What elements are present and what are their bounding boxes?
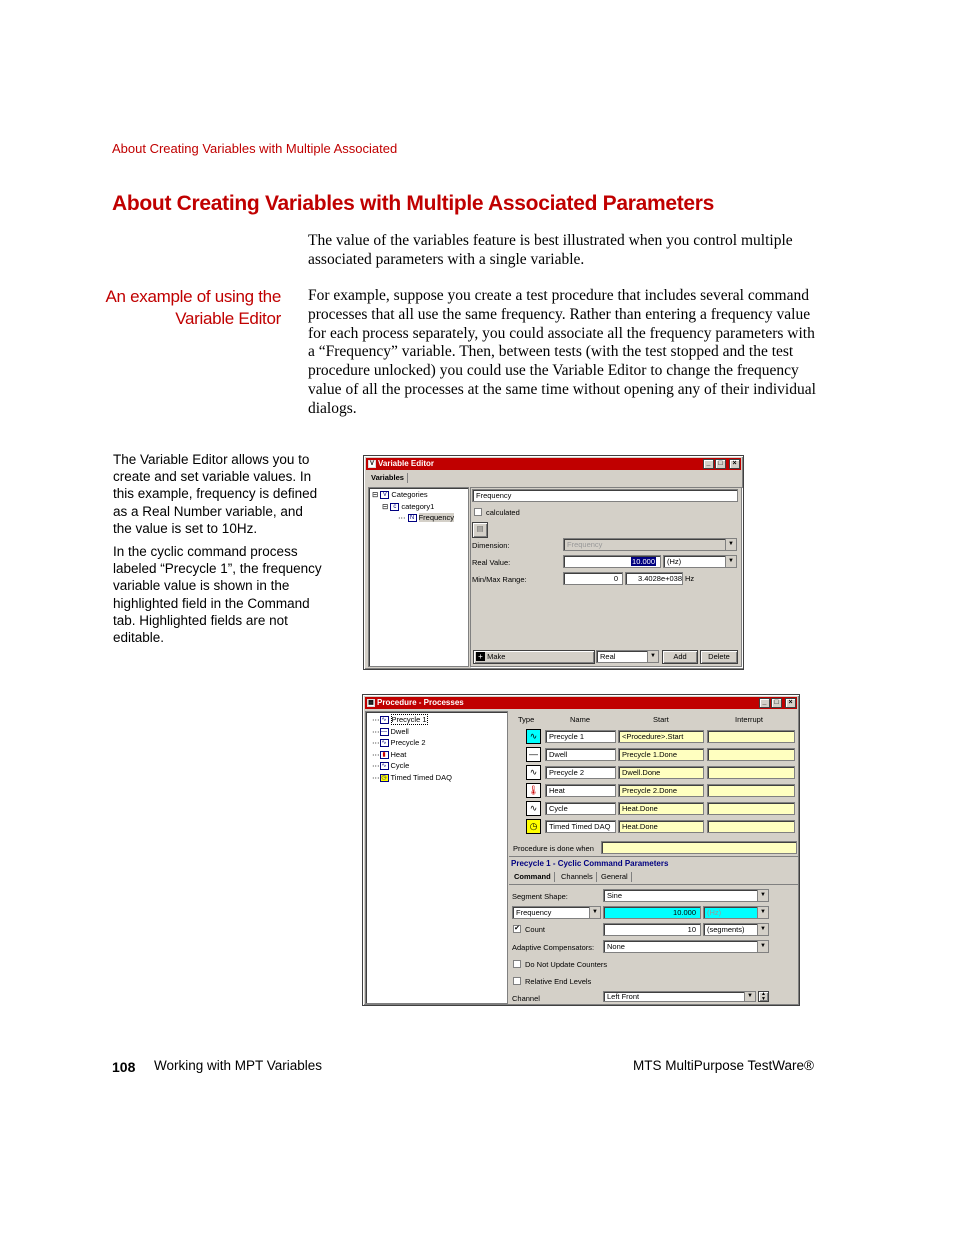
tab-general[interactable]: General	[601, 872, 632, 882]
calc-editor-button[interactable]: ▤	[472, 522, 488, 538]
procedure-done-field[interactable]	[601, 841, 797, 854]
adaptive-select[interactable]: None ▼	[603, 940, 769, 953]
sine-wave-icon: ∿	[526, 765, 541, 780]
process-start-field[interactable]: Precycle 2.Done	[618, 784, 704, 797]
variable-icon: N	[408, 514, 417, 522]
tree-item-frequency[interactable]: ⋯ N Frequency	[398, 513, 455, 522]
sine-wave-icon: ∿	[381, 717, 387, 724]
thermometer-icon: 🌡	[526, 783, 541, 798]
daq-icon: ◷	[381, 774, 387, 781]
real-value-input[interactable]: 10.000	[563, 555, 661, 568]
process-tree-pane[interactable]	[365, 711, 508, 1004]
tree-item-categories[interactable]: ⊟ V Categories	[372, 490, 428, 499]
process-interrupt-field[interactable]	[707, 820, 795, 833]
dimension-select: Frequency ▼	[563, 538, 737, 551]
add-button[interactable]: Add	[662, 650, 698, 664]
process-start-field[interactable]: Heat.Done	[618, 820, 704, 833]
sine-wave-icon: ∿	[526, 801, 541, 816]
side-heading: An example of using the Variable Editor	[105, 287, 281, 328]
process-interrupt-field[interactable]	[707, 730, 795, 743]
count-input[interactable]: 10	[603, 923, 701, 936]
count-unit-select[interactable]: (segments) ▼	[703, 923, 769, 936]
procedure-title: Procedure - Processes	[377, 698, 464, 707]
process-interrupt-field[interactable]	[707, 784, 795, 797]
process-name-field[interactable]: Dwell	[545, 748, 616, 761]
maximize-icon[interactable]: □	[715, 459, 726, 469]
variable-tree-pane[interactable]	[368, 487, 469, 667]
tree-item-timed-daq[interactable]: ⋯ ◷ Timed Timed DAQ	[372, 772, 452, 782]
procedure-titlebar	[365, 697, 797, 709]
chevron-down-icon: ▼	[647, 651, 658, 662]
intro-paragraph: The value of the variables feature is best illustrated when you control multiple associated parameters with a single variable.	[308, 232, 793, 268]
frequency-unit-select: (Hz) ▼	[703, 906, 769, 919]
dwell-icon: —	[381, 728, 387, 735]
variable-name-input[interactable]: Frequency	[472, 489, 738, 502]
process-start-field[interactable]: <Procedure>.Start	[618, 730, 704, 743]
minimize-icon[interactable]: _	[759, 698, 770, 708]
segment-shape-label: Segment Shape:	[512, 892, 568, 901]
caption-variable-editor: The Variable Editor allows you to create and set variable values. In this example, frequency is defined as a Real Number variable, and the value is set to 10Hz.	[113, 452, 318, 536]
variable-editor-window	[363, 455, 744, 670]
process-interrupt-field[interactable]	[707, 802, 795, 815]
process-start-field[interactable]: Dwell.Done	[618, 766, 704, 779]
tree-item-dwell[interactable]: ⋯ — Dwell	[372, 726, 409, 736]
categories-icon: V	[380, 491, 389, 499]
tree-item-cycle[interactable]: ⋯ ∿ Cycle	[372, 761, 410, 770]
adaptive-label: Adaptive Compensators:	[512, 943, 595, 952]
real-value-label: Real Value:	[472, 558, 511, 567]
tree-item-precycle-2[interactable]: ⋯ ∿ Precycle 2	[372, 738, 426, 747]
body-paragraph: For example, suppose you create a test procedure that includes several command processes that all use the same frequency. Rather than entering a frequency value for each process separately, you could associate all the frequency parameters with a “Frequency” variable. Then, between tests (with the test stopped and the test procedure unlocked) you could use the Variable Editor to change the frequency value of all the processes at the same time without opening any of their individual dialogs.	[308, 287, 816, 417]
chevron-down-icon: ▼	[757, 907, 768, 918]
chevron-down-icon: ▼	[757, 941, 768, 952]
column-header-start: Start	[653, 715, 669, 724]
process-name-field[interactable]: Heat	[545, 784, 616, 797]
caption-procedure: In the cyclic command process labeled “Precycle 1”, the frequency variable value is shown in the highlighted field in the Command tab. Highlighted fields are not editable.	[113, 544, 322, 646]
frequency-value-field: 10.000	[603, 906, 701, 919]
calculated-checkbox[interactable]	[474, 508, 482, 516]
no-update-label: Do Not Update Counters	[525, 960, 608, 969]
grid-icon: ▦	[368, 700, 374, 706]
variable-editor-title: Variable Editor	[378, 459, 435, 468]
calculated-label: calculated	[486, 508, 520, 517]
count-checkbox[interactable]: ✔	[514, 925, 520, 932]
sine-wave-icon: ∿	[381, 763, 387, 770]
page-number: 108	[112, 1059, 136, 1075]
procedure-window	[362, 694, 800, 1006]
tree-item-category1[interactable]: ⊟ c category1	[382, 501, 435, 511]
range-max-input[interactable]: 3.4028e+038	[625, 572, 683, 585]
chevron-down-icon: ▼	[725, 556, 736, 567]
channel-select[interactable]: Left Front ▼	[603, 991, 756, 1002]
type-select[interactable]: Real ▼	[596, 650, 659, 663]
chevron-down-icon: ▼	[757, 924, 768, 935]
window-icon: V	[369, 461, 374, 467]
sine-wave-icon: ∿	[526, 729, 541, 744]
relative-end-checkbox[interactable]	[513, 977, 521, 985]
process-name-field[interactable]: Cycle	[545, 802, 616, 815]
range-min-input[interactable]: 0	[563, 572, 623, 585]
running-head: About Creating Variables with Multiple Associated	[112, 141, 398, 156]
make-button[interactable]: + Make	[473, 650, 595, 664]
minimize-icon[interactable]: _	[703, 459, 714, 469]
footer-section: Working with MPT Variables	[154, 1058, 323, 1073]
footer-book-title: MTS MultiPurpose TestWare®	[633, 1058, 814, 1073]
column-header-interrupt: Interrupt	[735, 715, 763, 724]
process-name-field[interactable]: Timed Timed DAQ	[545, 820, 616, 833]
make-icon: +	[476, 652, 485, 661]
tree-item-precycle-1[interactable]: ⋯ ∿ Precycle 1	[372, 715, 427, 724]
section-heading: About Creating Variables with Multiple Associated Parameters	[112, 192, 715, 215]
column-header-name: Name	[570, 715, 591, 724]
process-interrupt-field[interactable]	[707, 748, 795, 761]
process-interrupt-field[interactable]	[707, 766, 795, 779]
category-icon: c	[390, 503, 399, 511]
range-label: Min/Max Range:	[472, 575, 527, 584]
process-name-field[interactable]: Precycle 1	[545, 730, 616, 743]
column-header-type: Type	[518, 715, 535, 724]
chevron-down-icon: ▼	[757, 890, 768, 901]
range-unit-label: Hz	[685, 574, 695, 583]
segment-shape-select[interactable]: Sine ▼	[603, 889, 769, 902]
variable-editor-titlebar	[366, 458, 741, 470]
daq-icon: ◷	[526, 819, 541, 834]
procedure-done-label: Procedure is done when	[513, 844, 594, 853]
process-start-field[interactable]: Precycle 1.Done	[618, 748, 704, 761]
no-update-checkbox[interactable]	[513, 960, 521, 968]
tab-variables[interactable]: Variables	[371, 473, 408, 483]
tab-channels[interactable]: Channels	[561, 872, 597, 882]
relative-end-label: Relative End Levels	[525, 977, 592, 986]
chevron-down-icon: ▼	[725, 539, 736, 550]
chevron-down-icon: ▼	[744, 992, 755, 1001]
real-unit-select[interactable]: (Hz) ▼	[663, 555, 737, 568]
tree-item-heat[interactable]: ⋯ ▮ Heat	[372, 749, 407, 759]
params-title: Precycle 1 - Cyclic Command Parameters	[511, 859, 669, 868]
sine-wave-icon: ∿	[381, 740, 387, 747]
process-start-field[interactable]: Heat.Done	[618, 802, 704, 815]
dimension-label: Dimension:	[472, 541, 510, 550]
tab-command[interactable]: Command	[514, 872, 555, 882]
chevron-down-icon: ▼	[589, 907, 600, 918]
process-name-field[interactable]: Precycle 2	[545, 766, 616, 779]
frequency-mode-select[interactable]: Frequency ▼	[512, 906, 601, 919]
channel-spinner[interactable]: ▲ ▼	[758, 991, 769, 1002]
close-icon[interactable]: ×	[785, 698, 796, 708]
dwell-icon: —	[526, 747, 541, 762]
channel-label: Channel	[512, 994, 540, 1003]
thermometer-icon: ▮	[380, 751, 389, 759]
delete-button[interactable]: Delete	[700, 650, 738, 664]
count-label: Count	[525, 925, 546, 934]
close-icon[interactable]: ×	[729, 459, 740, 469]
maximize-icon[interactable]: □	[771, 698, 782, 708]
